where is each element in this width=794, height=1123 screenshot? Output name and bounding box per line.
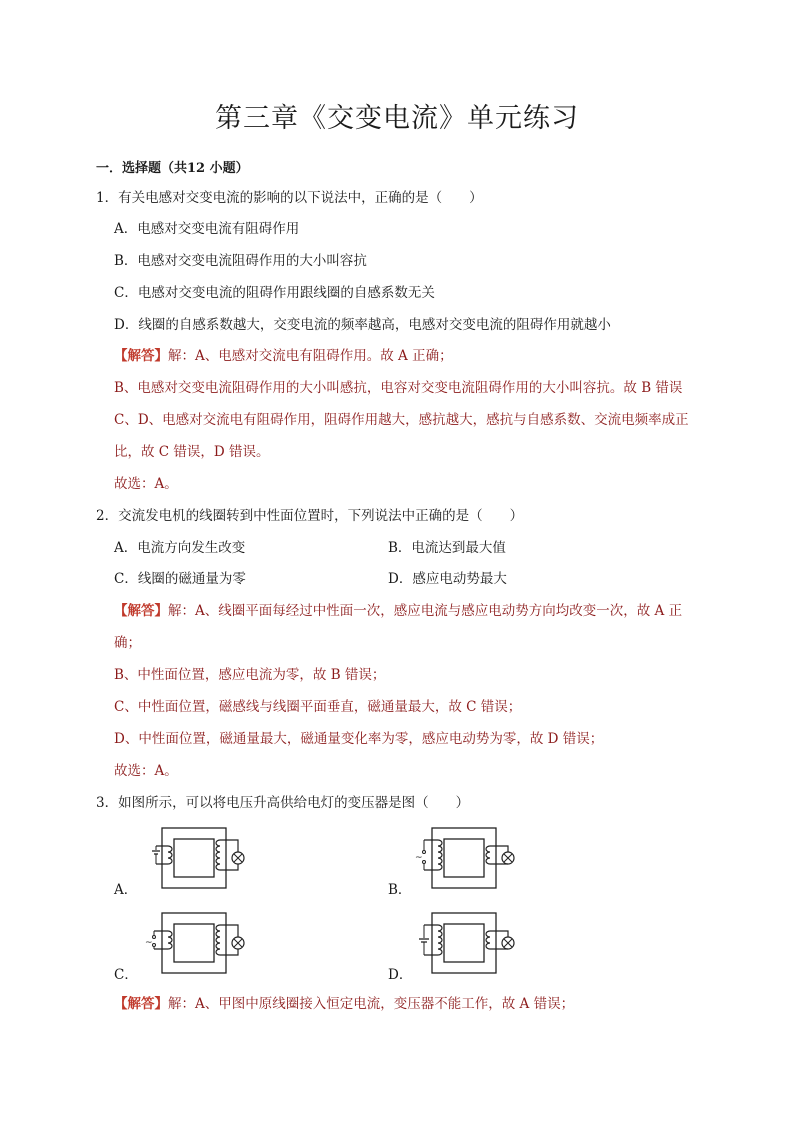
q1-stem: 1．有关电感对交变电流的影响的以下说法中，正确的是（ ）	[96, 190, 483, 206]
q3-answer-line-1: 【解答】解：A、甲图中原线圈接入恒定电流，变压器不能工作，故 A 错误；	[114, 996, 575, 1012]
q2-option-c: C．线圈的磁通量为零	[114, 571, 246, 587]
q2-option-b: B．电流达到最大值	[388, 540, 506, 556]
figure-label-a: A．	[114, 882, 138, 898]
q2-option-d: D．感应电动势最大	[388, 571, 507, 587]
q1-answer-line-1: 【解答】解：A、电感对交流电有阻碍作用。故 A 正确；	[114, 348, 453, 364]
q2-answer-line-1: 【解答】解：A、线圈平面每经过中性面一次，感应电流与感应电动势方向均改变一次，故 A 正	[114, 603, 683, 619]
q3-stem: 3．如图所示，可以将电压升高供给电灯的变压器是图（ ）	[96, 795, 470, 811]
transformer-figure-d	[404, 911, 524, 975]
answer-tag: 【解答】	[114, 348, 168, 364]
q1-answer-line-2: B、电感对交变电流阻碍作用的大小叫感抗，电容对交变电流阻碍作用的大小叫容抗。故 B 错误	[114, 380, 683, 396]
svg-text:~: ~	[415, 853, 423, 863]
q2-choose: 故选：A。	[114, 763, 178, 779]
q1-answer-line-3: C、D、电感对交流电有阻碍作用，阻碍作用越大，感抗越大，感抗与自感系数、交流电频率成正	[114, 412, 689, 428]
q1-option-c: C．电感对交变电流的阻碍作用跟线圈的自感系数无关	[114, 285, 435, 301]
q1-choose: 故选：A。	[114, 476, 178, 492]
q2-answer-line-4: C、中性面位置，磁感线与线圈平面垂直，磁通量最大，故 C 错误；	[114, 699, 522, 715]
q2-option-a: A．电流方向发生改变	[114, 540, 246, 556]
page-title: 第三章《交变电流》单元练习	[215, 103, 579, 134]
q1-option-a: A．电感对交变电流有阻碍作用	[114, 221, 300, 237]
figure-label-b: B．	[388, 882, 412, 898]
transformer-figure-a	[134, 826, 254, 890]
figure-label-d: D．	[388, 967, 413, 983]
figure-label-c: C．	[114, 967, 138, 983]
q2-answer-line-2: 确；	[114, 635, 141, 651]
q2-answer-line-5: D、中性面位置，磁通量最大，磁通量变化率为零，感应电动势为零，故 D 错误；	[114, 731, 604, 747]
answer-tag: 【解答】	[114, 996, 168, 1012]
q2-answer-line-3: B、中性面位置，感应电流为零，故 B 错误；	[114, 667, 386, 683]
answer-tag: 【解答】	[114, 603, 168, 619]
q2-stem: 2．交流发电机的线圈转到中性面位置时，下列说法中正确的是（ ）	[96, 508, 524, 524]
q1-option-d: D．线圈的自感系数越大，交变电流的频率越高，电感对交变电流的阻碍作用就越小	[114, 317, 611, 333]
q1-answer-line-4: 比，故 C 错误，D 错误。	[114, 444, 270, 460]
svg-text:~: ~	[145, 938, 153, 948]
q1-option-b: B．电感对交变电流阻碍作用的大小叫容抗	[114, 253, 367, 269]
transformer-figure-b	[404, 826, 524, 890]
transformer-figure-c	[134, 911, 254, 975]
section-heading: 一．选择题（共12 小题）	[96, 161, 249, 176]
